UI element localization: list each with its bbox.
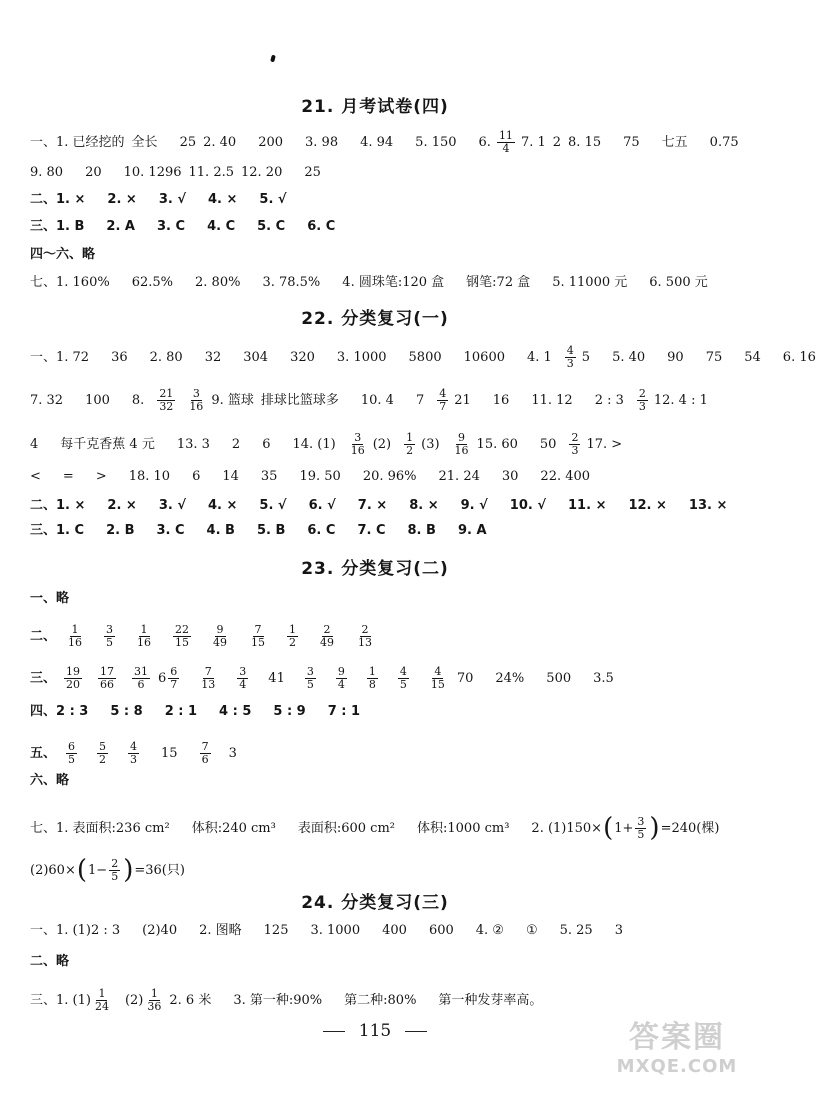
s23-l3-whole: 6 — [158, 671, 167, 686]
s21-l4-3: 4. C — [207, 219, 236, 234]
s22-l4-5: 14 — [222, 469, 239, 484]
s21-l6-1: 62.5% — [131, 275, 174, 290]
fraction: $\frac{21}{32}$ — [159, 387, 174, 413]
s24-l1-4: 3. 1000 — [310, 923, 361, 938]
s21-l1-a2: 8. 15 — [568, 135, 602, 150]
s24-l1-5: 400 — [382, 923, 407, 938]
s21-l6-6: 5. 11000 元 — [552, 275, 628, 290]
s22-l3-4: 6 — [262, 437, 271, 452]
fraction: $\frac{3}{5}$ — [106, 623, 114, 649]
s23-line-1 — [30, 592, 730, 605]
fraction: $\frac{9}{16}$ — [454, 431, 469, 457]
s22-l2-2: 8. — [131, 393, 145, 408]
s22-line-4 — [30, 470, 730, 483]
fraction: $\frac{3}{5}$ — [306, 665, 314, 691]
dash-right — [405, 1031, 427, 1032]
s23-l7-2: 表面积:600 cm² — [297, 820, 395, 836]
s21-l1-6: 4. 94 — [360, 135, 394, 150]
s21-l6-7: 6. 500 元 — [649, 275, 708, 290]
s22-l6-1: 2. B — [106, 523, 135, 538]
fraction: $\frac{3}{4}$ — [239, 665, 247, 691]
s21-l5-0: 四～六、略 — [30, 247, 96, 262]
s23-l3-t2: 500 — [546, 671, 572, 686]
s21-l2-5: 25 — [304, 165, 321, 180]
s23-l5-mid: 15 — [161, 746, 178, 761]
s23-l4-1: 5 : 8 — [110, 704, 143, 719]
s24-l3-c2: 第二种:80% — [344, 993, 417, 1008]
s21-l1-a4: 七五 — [661, 135, 688, 150]
fraction: $\frac{1}{24}$ — [94, 987, 109, 1013]
s21-l3-2: 3. √ — [158, 192, 186, 207]
s21-l6-4: 4. 圆珠笔:120 盒 — [342, 275, 445, 290]
s21-l3-0: 二、1. × — [30, 192, 86, 207]
s23-line-8 — [30, 857, 730, 883]
left-paren: ( — [76, 855, 88, 885]
s21-l1-1: 全长 — [131, 135, 158, 150]
s23-l8-inner: 1− — [88, 862, 108, 878]
s21-l2-3: 11. 2.5 — [188, 165, 234, 180]
s21-l1-2: 25 — [179, 135, 197, 150]
s24-line-2 — [30, 955, 730, 968]
section-24-title: 24. 分类复习(三) — [301, 893, 449, 913]
s22-l1-5: 320 — [290, 350, 315, 365]
s24-l3-c1: 3. 第一种:90% — [233, 993, 323, 1008]
fraction: $\frac{1}{16}$ — [137, 623, 152, 649]
s23-l7-inner: 1+ — [614, 820, 634, 836]
s24-l1-6: 600 — [428, 923, 454, 938]
s21-l1-4: 200 — [258, 135, 284, 150]
s24-l3-c3: 第一种发芽率高。 — [438, 993, 543, 1008]
s22-l5-9: 10. √ — [509, 498, 547, 513]
s22-l1-6: 3. 1000 — [336, 350, 387, 365]
s21-l6-5: 钢笔:72 盒 — [466, 275, 531, 290]
s22-l5-10: 11. × — [568, 498, 607, 513]
left-paren: ( — [603, 813, 614, 843]
fraction: $\frac{17}{66}$ — [100, 665, 115, 691]
s22-l1-b5: 6. 16 — [782, 350, 816, 365]
s22-line-3 — [30, 432, 730, 457]
s22-l2-b2: 10. 4 — [360, 393, 394, 408]
s21-l3-3: 4. × — [208, 192, 238, 207]
s21-l4-1: 2. A — [106, 219, 135, 234]
s22-l4-1: = — [62, 469, 74, 484]
s22-l2-c3: 2 : 3 — [594, 393, 624, 408]
fraction: $\frac{1}{2}$ — [406, 431, 414, 457]
s21-l4-5: 6. C — [307, 219, 336, 234]
s22-l5-8: 9. √ — [460, 498, 488, 513]
s23-l7-1: 体积:240 cm³ — [191, 820, 276, 836]
s23-l7-3: 体积:1000 cm³ — [417, 820, 510, 836]
s21-l2-0: 9. 80 — [30, 165, 64, 180]
s22-l3-1: 每千克香蕉 4 元 — [60, 437, 155, 452]
section-21-title: 21. 月考试卷(四) — [301, 97, 449, 117]
s24-line-3 — [30, 988, 730, 1013]
s21-line-4 — [30, 220, 730, 233]
s22-l1-8: 10600 — [463, 350, 505, 365]
s23-line-6 — [30, 774, 730, 787]
s21-l1-a5: 0.75 — [709, 135, 739, 150]
s22-l1-b1: 5. 40 — [612, 350, 646, 365]
s21-l1-0: 一、1. 已经挖的 — [30, 135, 125, 150]
s21-l4-0: 三、1. B — [30, 219, 85, 234]
s22-l6-7: 8. B — [407, 523, 436, 538]
s22-l3-e0: 17. > — [586, 437, 623, 452]
s22-l1-4: 304 — [243, 350, 269, 365]
s22-l2-c2: 11. 12 — [531, 393, 573, 408]
right-paren: ) — [123, 855, 134, 885]
s22-l5-7: 8. × — [409, 498, 439, 513]
s21-l6-3: 3. 78.5% — [262, 275, 321, 290]
fraction: $\frac{2}{5}$ — [111, 856, 119, 883]
s21-l1-a0: 7. 1 — [520, 135, 546, 150]
s24-l1-7: 4. ② — [475, 923, 504, 938]
s22-l6-8: 9. A — [457, 523, 487, 538]
right-paren: ) — [649, 813, 660, 843]
fraction: $\frac{6}{5}$ — [68, 740, 76, 766]
fraction: $\frac{4}{7}$ — [439, 387, 447, 413]
fraction: $\frac{5}{2}$ — [99, 740, 107, 766]
s24-l2-0: 二、略 — [30, 954, 70, 969]
fraction: $\frac{31}{6}$ — [134, 665, 149, 691]
s21-l1-5: 3. 98 — [305, 135, 339, 150]
s22-l2-d0: 12. 4 : 1 — [653, 393, 708, 408]
s22-l3-d1: 50 — [539, 437, 557, 452]
s22-l4-7: 19. 50 — [299, 469, 341, 484]
s24-l1-10: 3 — [614, 923, 623, 938]
s21-line-2 — [30, 166, 730, 179]
s21-line-5 — [30, 248, 730, 261]
s22-l6-6: 7. C — [357, 523, 386, 538]
fraction: $\frac{4}{3}$ — [566, 344, 574, 370]
s23-l7-4: 2. (1)150× — [531, 820, 603, 836]
s22-l3-2: 13. 3 — [176, 437, 210, 452]
s22-l6-5: 6. C — [307, 523, 336, 538]
s22-l4-9: 21. 24 — [438, 469, 480, 484]
s21-l1-3: 2. 40 — [203, 135, 237, 150]
ink-dot — [270, 55, 276, 63]
s22-l2-b0: 9. 篮球 — [211, 393, 254, 408]
s22-l1-b3: 75 — [705, 350, 723, 365]
fraction: $\frac{3}{16}$ — [350, 431, 365, 457]
fraction: $\frac{2}{3}$ — [638, 387, 646, 413]
fraction: $\frac{3}{5}$ — [637, 814, 645, 841]
s21-l6-2: 2. 80% — [195, 275, 241, 290]
fraction: $\frac{7}{6}$ — [201, 740, 209, 766]
s23-line-5 — [30, 741, 730, 766]
s22-line-6 — [30, 524, 730, 537]
s23-line-4 — [30, 705, 730, 718]
s23-l2-label: 二、 — [30, 629, 57, 644]
s22-l5-6: 7. × — [357, 498, 388, 513]
s22-l5-2: 3. √ — [158, 498, 186, 513]
s22-l3-5: 14. (1) — [292, 437, 336, 452]
s23-l4-2: 2 : 1 — [164, 704, 198, 719]
s23-l6-0: 六、略 — [30, 773, 70, 788]
fraction: $\frac{6}{7}$ — [170, 665, 178, 691]
s22-l4-8: 20. 96% — [362, 469, 417, 484]
s21-line-6 — [30, 276, 730, 289]
watermark-line-2: MXQE.COM — [616, 1056, 738, 1077]
fraction: $\frac{1}{16}$ — [68, 623, 83, 649]
s23-line-7 — [30, 815, 730, 841]
s23-l7-0: 七、1. 表面积:236 cm² — [30, 820, 170, 836]
s22-l5-12: 13. × — [688, 498, 728, 513]
s22-l5-4: 5. √ — [259, 498, 287, 513]
s21-l1-8: 6. — [478, 135, 491, 150]
fraction: $\frac{1}{2}$ — [289, 623, 297, 649]
s21-line-1 — [30, 129, 739, 155]
s21-l1-7: 5. 150 — [415, 135, 457, 150]
s23-l8-result: =36(只) — [134, 862, 185, 878]
s22-l4-3: 18. 10 — [128, 469, 171, 484]
s23-line-3 — [30, 666, 730, 691]
s21-l2-2: 10. 1296 — [123, 165, 182, 180]
s22-l2-0: 7. 32 — [30, 393, 64, 408]
s22-l3-d0: 15. 60 — [476, 437, 518, 452]
fraction: $\frac{4}{3}$ — [130, 740, 138, 766]
s22-l2-c1: 16 — [492, 393, 510, 408]
page-number-text: 115 — [358, 1021, 392, 1041]
s21-l3-1: 2. × — [107, 192, 137, 207]
fraction: $\frac{2}{3}$ — [571, 431, 579, 457]
s22-l5-1: 2. × — [107, 498, 137, 513]
s22-l1-b0: 5 — [581, 350, 591, 365]
s21-l6-0: 七、1. 160% — [30, 275, 110, 290]
fraction: $\frac{19}{20}$ — [66, 665, 81, 691]
s23-l5-label: 五、 — [30, 746, 57, 761]
dash-left — [323, 1031, 345, 1032]
fraction: $\frac{9}{4}$ — [337, 665, 345, 691]
s21-l2-4: 12. 20 — [241, 165, 283, 180]
watermark-line-1: 答案圈 — [629, 1020, 725, 1055]
s23-l8-pre: (2)60× — [30, 862, 76, 878]
s22-l3-0: 4 — [30, 437, 39, 452]
s22-line-5 — [30, 499, 730, 512]
section-22-title: 22. 分类复习(一) — [301, 309, 449, 329]
s23-l3-label: 三、 — [30, 671, 57, 686]
s22-l4-10: 30 — [501, 469, 519, 484]
s22-l5-3: 4. × — [208, 498, 238, 513]
fraction: $\frac{4}{5}$ — [399, 665, 407, 691]
s22-l3-3: 2 — [231, 437, 241, 452]
s22-l6-0: 三、1. C — [30, 523, 85, 538]
s22-l2-c0: 21 — [454, 393, 471, 408]
s22-l1-b2: 90 — [667, 350, 684, 365]
s24-l1-2: 2. 图略 — [199, 923, 242, 938]
fraction: $\frac{2}{13}$ — [358, 623, 373, 649]
s24-line-1 — [30, 924, 730, 937]
s22-l2-1: 100 — [85, 393, 110, 408]
s22-l1-9: 4. 1 — [526, 350, 552, 365]
watermark-logo — [612, 1020, 742, 1086]
s24-l1-0: 一、1. (1)2 : 3 — [30, 923, 121, 938]
s24-l1-3: 125 — [263, 923, 289, 938]
s23-l1-0: 一、略 — [30, 591, 70, 606]
s22-l1-0: 一、1. 72 — [30, 350, 90, 365]
s22-l3-c0: (3) — [421, 437, 440, 452]
s22-l4-2: > — [95, 469, 107, 484]
s21-l4-2: 3. C — [157, 219, 186, 234]
s24-l3-a: 三、1. (1) — [30, 993, 91, 1008]
s23-l5-tail: 3 — [228, 746, 237, 761]
s22-l1-b4: 54 — [744, 350, 761, 365]
fraction: $\frac{11}{4}$ — [498, 129, 513, 155]
s22-l6-4: 5. B — [256, 523, 286, 538]
s22-l4-11: 22. 400 — [540, 469, 591, 484]
section-23-title: 23. 分类复习(二) — [301, 559, 449, 579]
fraction: $\frac{1}{8}$ — [368, 665, 376, 691]
s22-l3-b0: (2) — [372, 437, 392, 452]
fraction: $\frac{1}{36}$ — [147, 987, 162, 1013]
s21-l1-a3: 75 — [623, 135, 640, 150]
s22-l1-7: 5800 — [408, 350, 442, 365]
s22-l6-3: 4. B — [206, 523, 235, 538]
s21-l2-1: 20 — [85, 165, 102, 180]
s24-l1-8: ① — [525, 923, 538, 938]
s22-l5-5: 6. √ — [308, 498, 336, 513]
s24-l1-9: 5. 25 — [559, 923, 593, 938]
s23-l4-4: 5 : 9 — [273, 704, 306, 719]
s22-l5-0: 二、1. × — [30, 498, 86, 513]
s22-l2-b3: 7 — [415, 393, 425, 408]
s24-l1-1: (2)40 — [142, 923, 178, 938]
s21-l4-4: 5. C — [257, 219, 286, 234]
s21-l3-4: 5. √ — [259, 192, 287, 207]
fraction: $\frac{4}{15}$ — [430, 665, 445, 691]
s22-l4-4: 6 — [192, 469, 201, 484]
s21-l1-a1: 2 — [552, 135, 562, 150]
s24-l3-b: (2) — [124, 993, 144, 1008]
fraction: $\frac{7}{15}$ — [251, 623, 266, 649]
s23-l4-0: 四、2 : 3 — [30, 704, 89, 719]
s22-l2-b1: 排球比篮球多 — [260, 393, 339, 408]
s23-l4-5: 7 : 1 — [327, 704, 361, 719]
s23-l7-result: =240(棵) — [660, 820, 720, 836]
fraction: $\frac{7}{13}$ — [201, 665, 216, 691]
s22-l6-2: 3. C — [156, 523, 185, 538]
s22-l5-11: 12. × — [628, 498, 667, 513]
s21-line-3 — [30, 193, 730, 206]
s23-line-2 — [30, 624, 730, 649]
s22-l1-3: 32 — [204, 350, 222, 365]
s22-line-1 — [30, 344, 816, 370]
fraction: $\frac{9}{49}$ — [213, 623, 228, 649]
s24-l3-c0: 2. 6 米 — [169, 993, 212, 1008]
s22-l1-2: 2. 80 — [149, 350, 183, 365]
s22-line-2 — [30, 388, 730, 413]
fraction: $\frac{22}{15}$ — [175, 623, 190, 649]
fraction: $\frac{2}{49}$ — [320, 623, 335, 649]
s23-l3-t1: 24% — [495, 671, 525, 686]
s22-l1-1: 36 — [111, 350, 128, 365]
s23-l4-3: 4 : 5 — [219, 704, 252, 719]
s22-l4-0: < — [30, 469, 41, 484]
s23-l3-t0: 70 — [456, 671, 474, 686]
fraction: $\frac{3}{16}$ — [189, 387, 204, 413]
s23-l3-mid: 41 — [268, 671, 285, 686]
s23-l3-t3: 3.5 — [593, 671, 614, 686]
s22-l4-6: 35 — [260, 469, 278, 484]
